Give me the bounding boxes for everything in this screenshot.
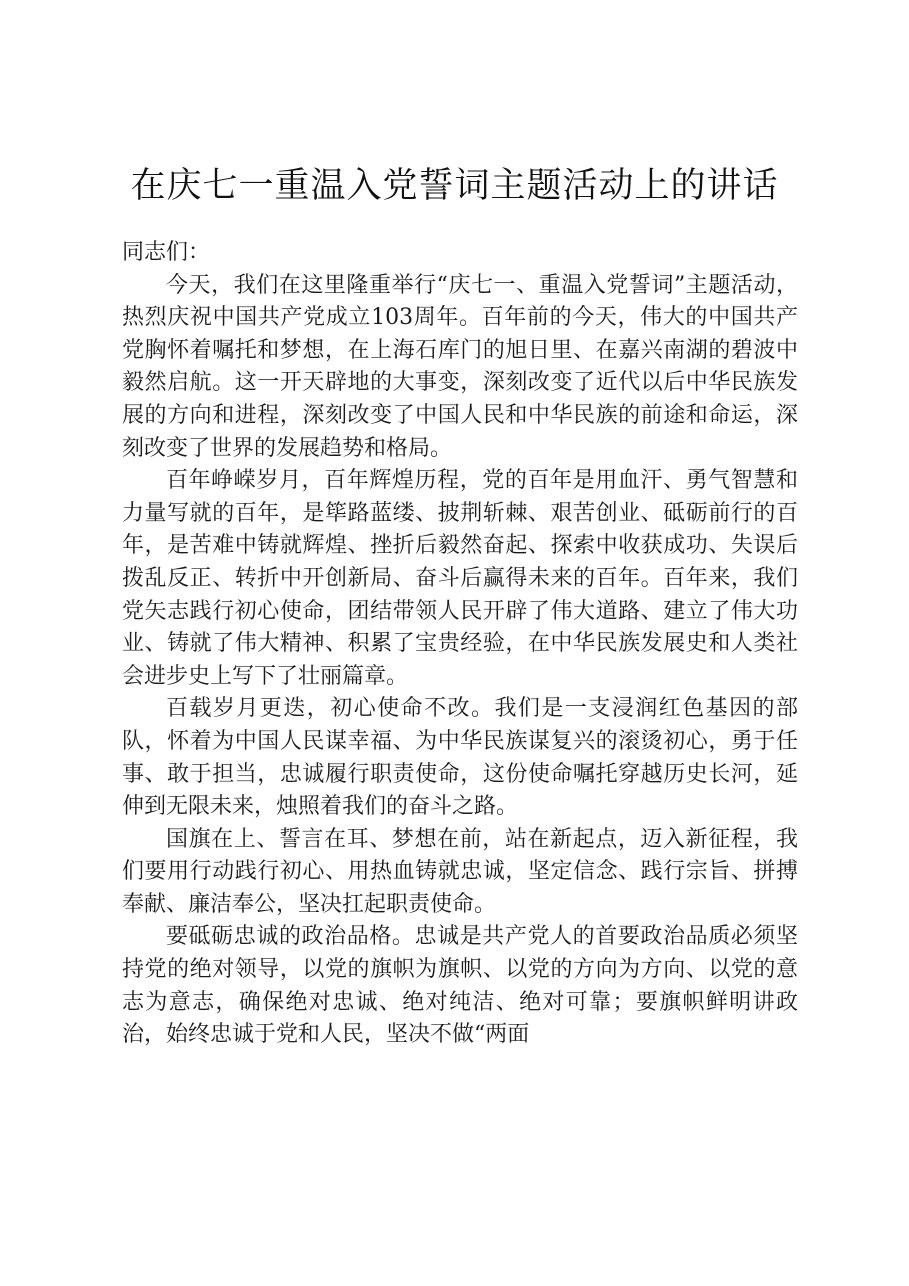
document-body bbox=[122, 237, 798, 1052]
paragraph-5: 要砥砺忠诚的政治品格。忠诚是共产党人的首要政治品质必须坚持党的绝对领导，以党的旗帜为旗帜、以党的方向为方向、以党的意志为意志，确保绝对忠诚、绝对纯洁、绝对可靠；要旗帜鲜明讲政治，始终忠诚于党和人民，坚决不做“两面 bbox=[122, 924, 798, 1048]
paragraph-4: 国旗在上、誓言在耳、梦想在前，站在新起点，迈入新征程，我们要用行动践行初心、用热血铸就忠诚，坚定信念、践行宗旨、拼搏奉献、廉洁奉公，坚决扛起职责使命。 bbox=[122, 826, 798, 917]
document-title: 在庆七一重温入党誓词主题活动上的讲话 bbox=[130, 166, 779, 206]
paragraph-2: 百年峥嵘岁月，百年辉煌历程，党的百年是用血汗、勇气智慧和力量写就的百年，是筚路蓝缕、披荆斩棘、艰苦创业、砥砺前行的百年，是苦难中铸就辉煌、挫折后毅然奋起、探索中收获成功、失误后拨乱反正、转折中开创新局、奋斗后赢得未来的百年。百年来，我们党矢志践行初心使命，团结带领人民开辟了伟大道路、建立了伟大功业、铸就了伟大精神、积累了宝贵经验，在中华民族发展史和人类社会进步史上写下了壮丽篇章。 bbox=[122, 468, 798, 689]
paragraph-1: 今天，我们在这里隆重举行“庆七一、重温入党誓词”主题活动，热烈庆祝中国共产党成立103周年。百年前的今天，伟大的中国共产党胸怀着嘱托和梦想，在上海石库门的旭日里、在嘉兴南湖的碧波中毅然启航。这一开天辟地的大事变，深刻改变了近代以后中华民族发展的方向和进程，深刻改变了中国人民和中华民族的前途和命运，深刻改变了世界的发展趋势和格局。 bbox=[122, 272, 798, 461]
salutation: 同志们： bbox=[122, 240, 211, 265]
paragraph-3: 百载岁月更迭，初心使命不改。我们是一支浸润红色基因的部队，怀着为中国人民谋幸福、为中华民族谋复兴的滚烫初心，勇于任事、敢于担当，忠诚履行职责使命，这份使命嘱托穿越历史长河，延伸到无限未来，烛照着我们的奋斗之路。 bbox=[122, 696, 798, 820]
